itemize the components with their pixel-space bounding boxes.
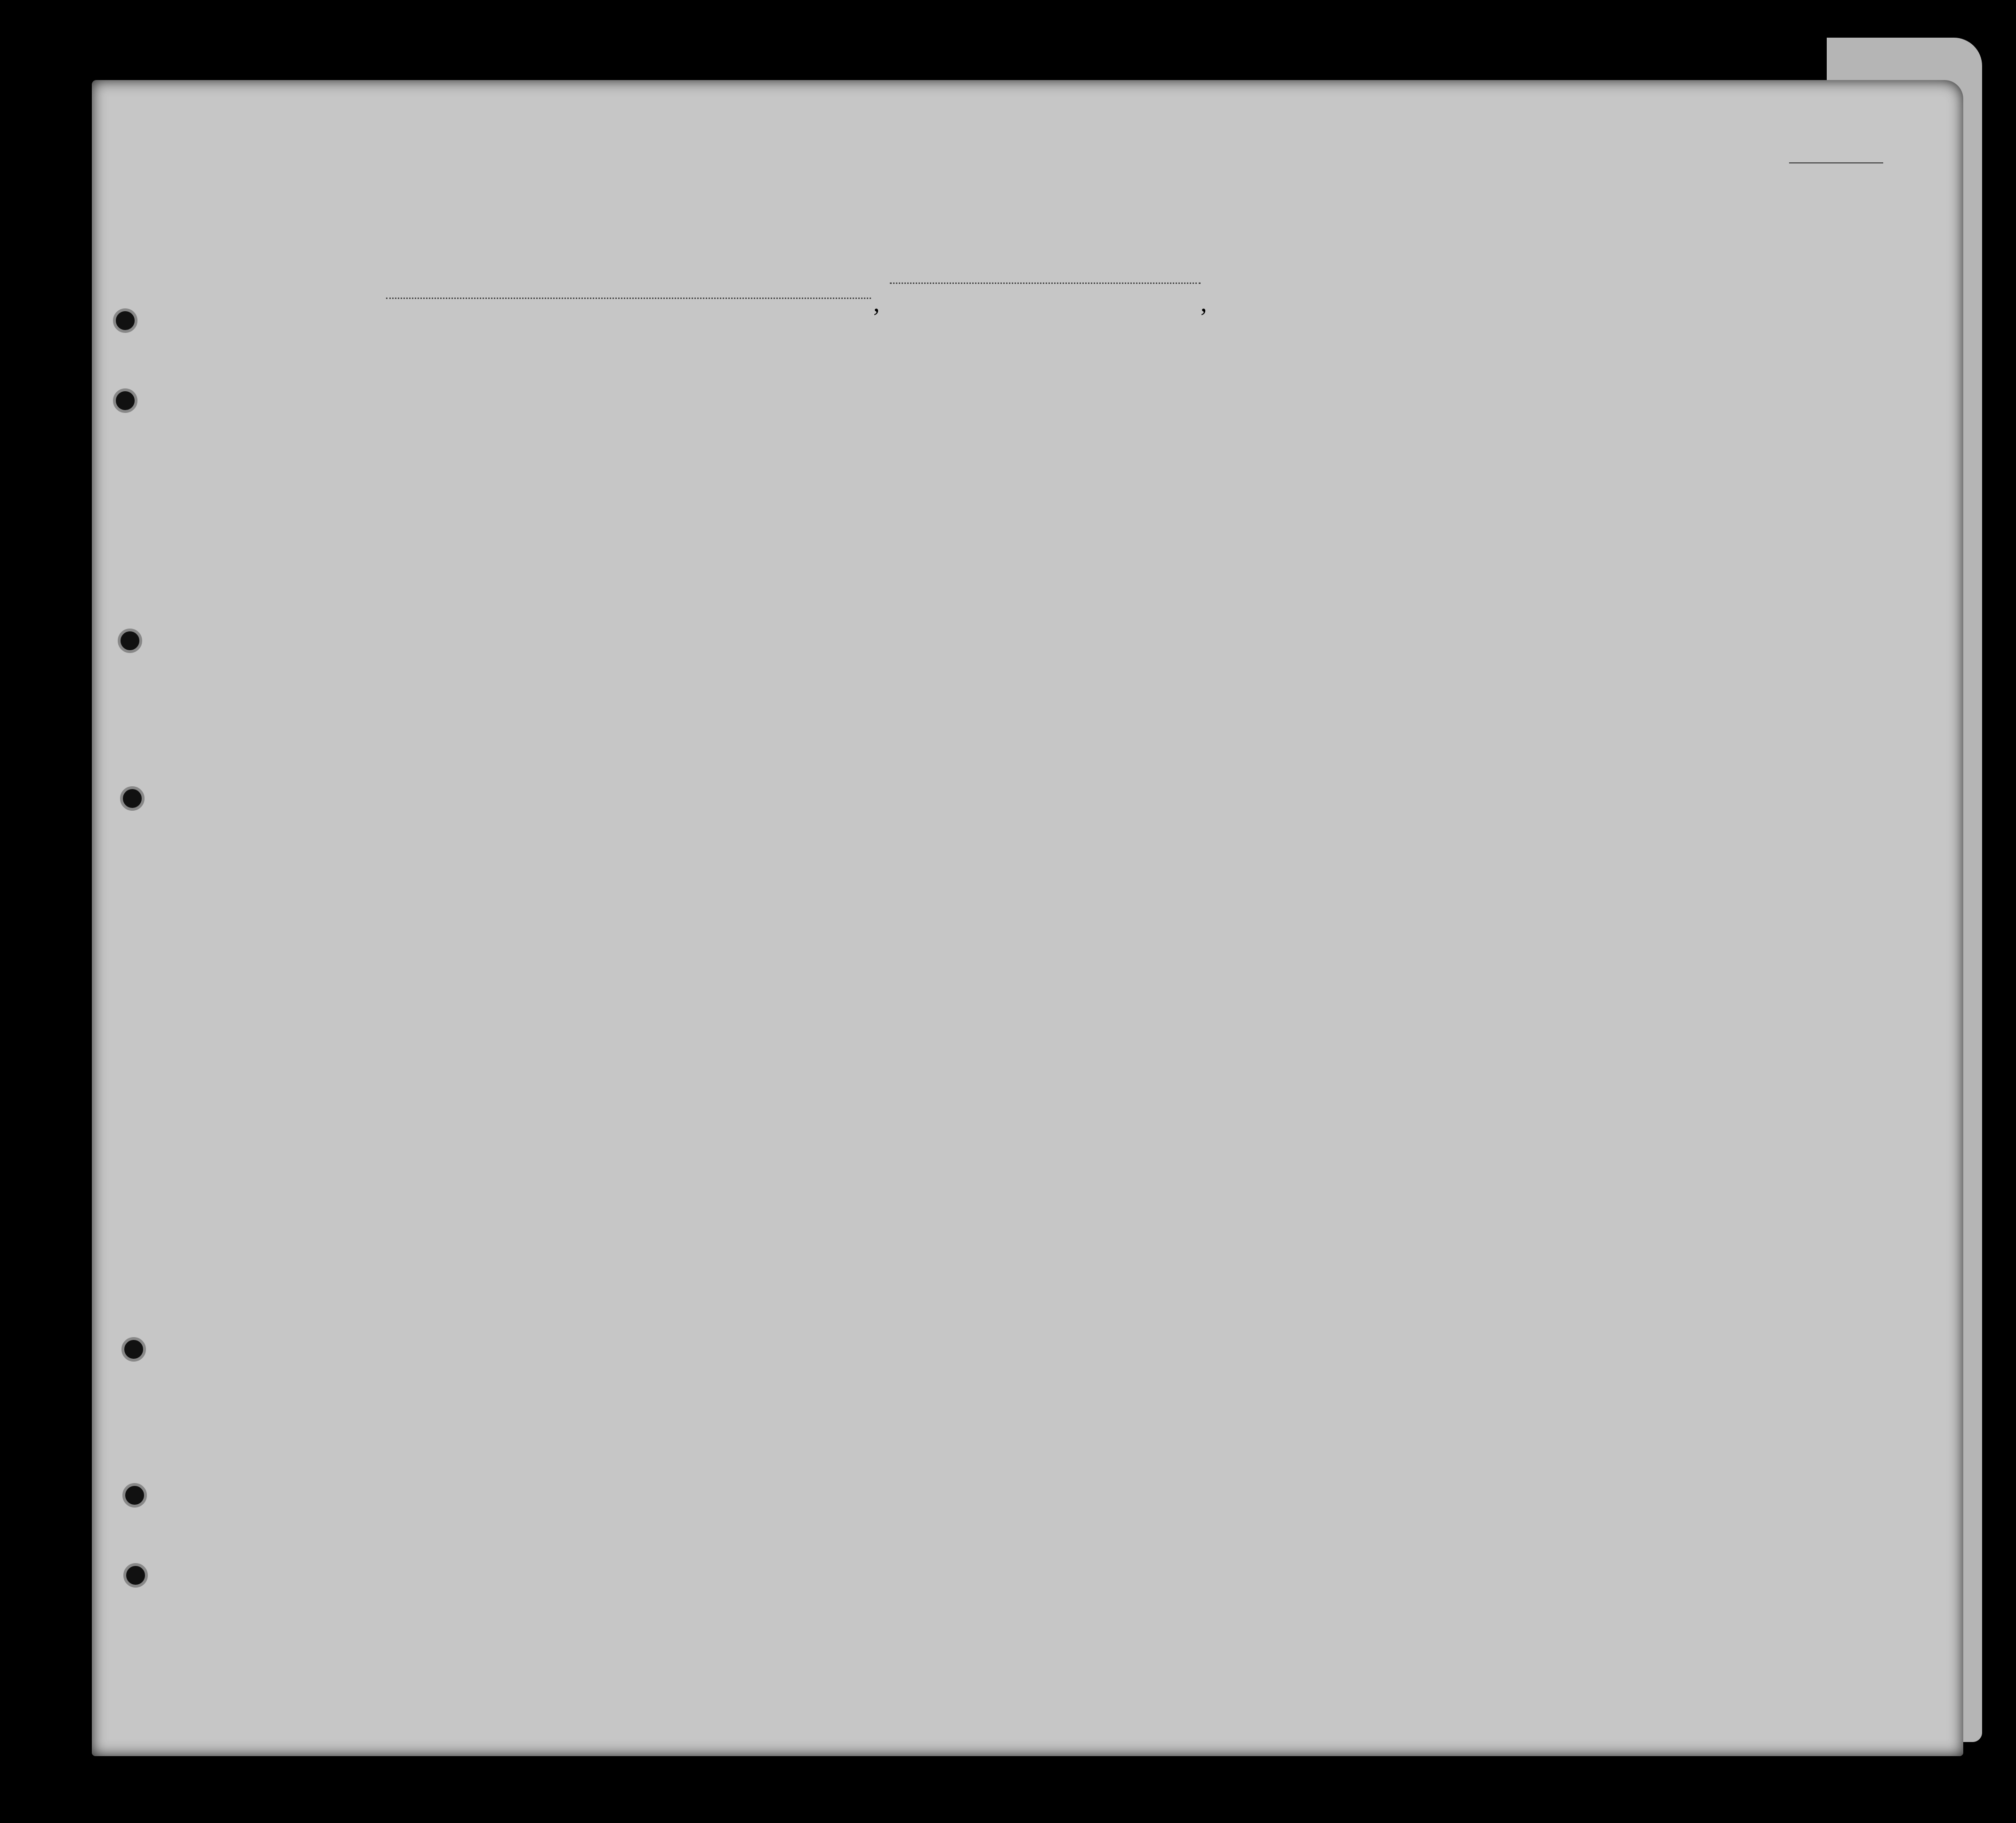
binder-hole <box>113 388 137 413</box>
binder-hole <box>113 308 137 333</box>
binder-hole <box>122 1483 147 1508</box>
binder-hole <box>120 786 145 811</box>
arrival-date <box>890 282 1201 284</box>
binder-hole <box>121 1337 146 1362</box>
binder-hole <box>123 1563 148 1588</box>
manifest-sheet <box>92 80 1963 1756</box>
binder-hole <box>118 629 142 653</box>
comma: , <box>1201 289 1207 317</box>
port-value <box>386 288 871 299</box>
list-number <box>1789 162 1883 163</box>
comma: , <box>873 289 880 317</box>
